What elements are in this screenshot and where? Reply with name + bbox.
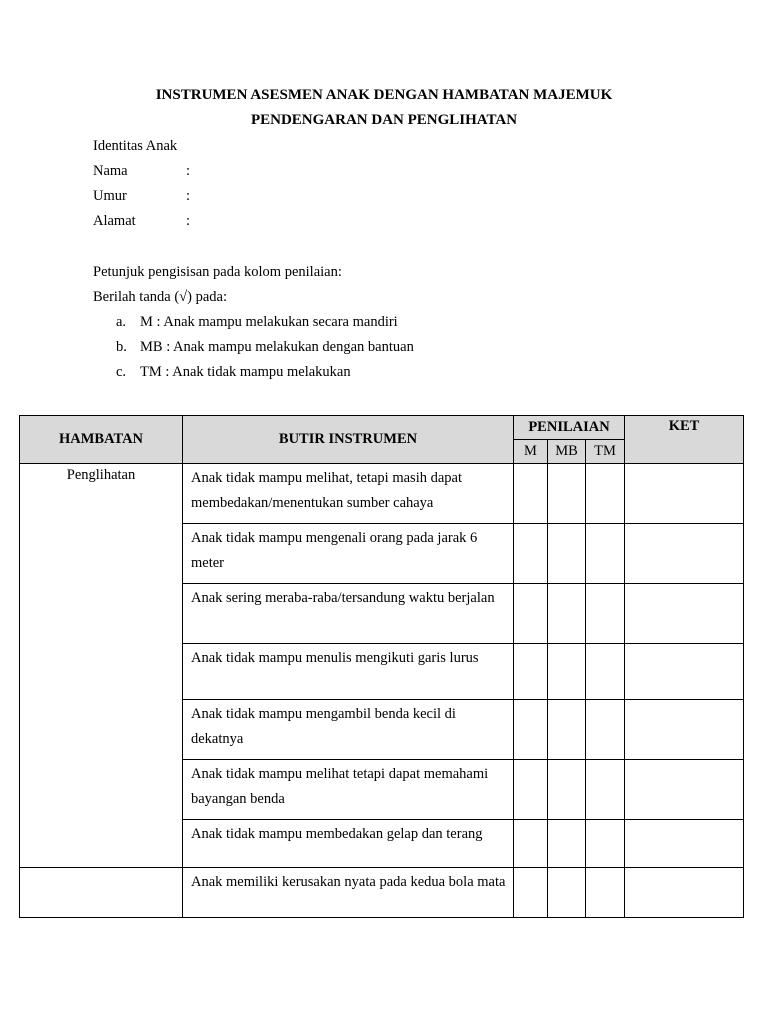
instrument-item: Anak tidak mampu melihat tetapi dapat memahami bayangan benda [183,760,514,820]
option-text: TM : Anak tidak mampu melakukan [140,364,351,380]
header-m: M [514,440,548,464]
identity-heading: Identitas Anak [93,138,178,154]
option-marker: b. [116,339,127,355]
score-cell-m[interactable] [514,820,548,868]
instrument-item: Anak tidak mampu mengenali orang pada jarak 6 meter [183,524,514,584]
ket-cell[interactable] [625,524,744,584]
score-cell-mb[interactable] [548,868,586,918]
category-penglihatan: Penglihatan [20,464,183,868]
field-separator: : [186,188,191,204]
score-cell-mb[interactable] [548,700,586,760]
table-row [20,464,744,524]
instruction-option [116,339,414,356]
instrument-item: Anak tidak mampu menulis mengikuti garis lurus [183,644,514,700]
option-marker: c. [116,364,127,380]
score-cell-mb[interactable] [548,524,586,584]
instrument-item: Anak memiliki kerusakan nyata pada kedua bola mata [183,868,514,918]
option-text: MB : Anak mampu melakukan dengan bantuan [140,339,414,355]
score-cell-mb[interactable] [548,644,586,700]
category-empty [20,868,183,918]
score-cell-tm[interactable] [586,868,625,918]
ket-cell[interactable] [625,700,744,760]
field-separator: : [186,163,191,179]
score-cell-mb[interactable] [548,820,586,868]
field-label: Alamat [93,213,136,229]
document-title-line-2: PENDENGARAN DAN PENGLIHATAN [250,112,518,128]
score-cell-m[interactable] [514,700,548,760]
field-label: Nama [93,163,128,179]
header-hambatan: HAMBATAN [20,416,183,464]
ket-cell[interactable] [625,464,744,524]
instrument-item: Anak tidak mampu mengambil benda kecil di dekatnya [183,700,514,760]
score-cell-m[interactable] [514,868,548,918]
ket-cell[interactable] [625,820,744,868]
score-cell-mb[interactable] [548,760,586,820]
instrument-item: Anak sering meraba-raba/tersandung waktu berjalan [183,584,514,644]
score-cell-mb[interactable] [548,464,586,524]
ket-cell[interactable] [625,584,744,644]
header-mb: MB [548,440,586,464]
header-butir-instrumen: BUTIR INSTRUMEN [183,416,514,464]
score-cell-m[interactable] [514,464,548,524]
score-cell-tm[interactable] [586,760,625,820]
header-ket: KET [625,416,744,464]
instrument-item: Anak tidak mampu membedakan gelap dan terang [183,820,514,868]
instrument-item: Anak tidak mampu melihat, tetapi masih dapat membedakan/menentukan sumber cahaya [183,464,514,524]
score-cell-tm[interactable] [586,584,625,644]
option-marker: a. [116,314,127,330]
instructions-mark-line: Berilah tanda (√) pada: [93,289,227,305]
table-row [20,868,744,918]
option-text: M : Anak mampu melakukan secara mandiri [140,314,398,330]
score-cell-tm[interactable] [586,524,625,584]
score-cell-tm[interactable] [586,644,625,700]
field-separator: : [186,213,191,229]
identity-field-age [93,188,190,205]
ket-cell[interactable] [625,760,744,820]
header-penilaian: PENILAIAN [514,416,625,440]
field-label: Umur [93,188,127,204]
identity-field-name [93,163,190,180]
ket-cell[interactable] [625,644,744,700]
identity-field-address [93,213,190,230]
instruction-option [116,364,351,381]
score-cell-tm[interactable] [586,820,625,868]
score-cell-tm[interactable] [586,700,625,760]
instruction-option [116,314,398,331]
score-cell-tm[interactable] [586,464,625,524]
score-cell-mb[interactable] [548,584,586,644]
score-cell-m[interactable] [514,644,548,700]
score-cell-m[interactable] [514,584,548,644]
assessment-table [19,415,744,918]
instructions-intro: Petunjuk pengisisan pada kolom penilaian: [93,264,342,280]
document-title-line-1: INSTRUMEN ASESMEN ANAK DENGAN HAMBATAN MAJEMUK [155,87,613,103]
header-tm: TM [586,440,625,464]
score-cell-m[interactable] [514,760,548,820]
ket-cell[interactable] [625,868,744,918]
score-cell-m[interactable] [514,524,548,584]
